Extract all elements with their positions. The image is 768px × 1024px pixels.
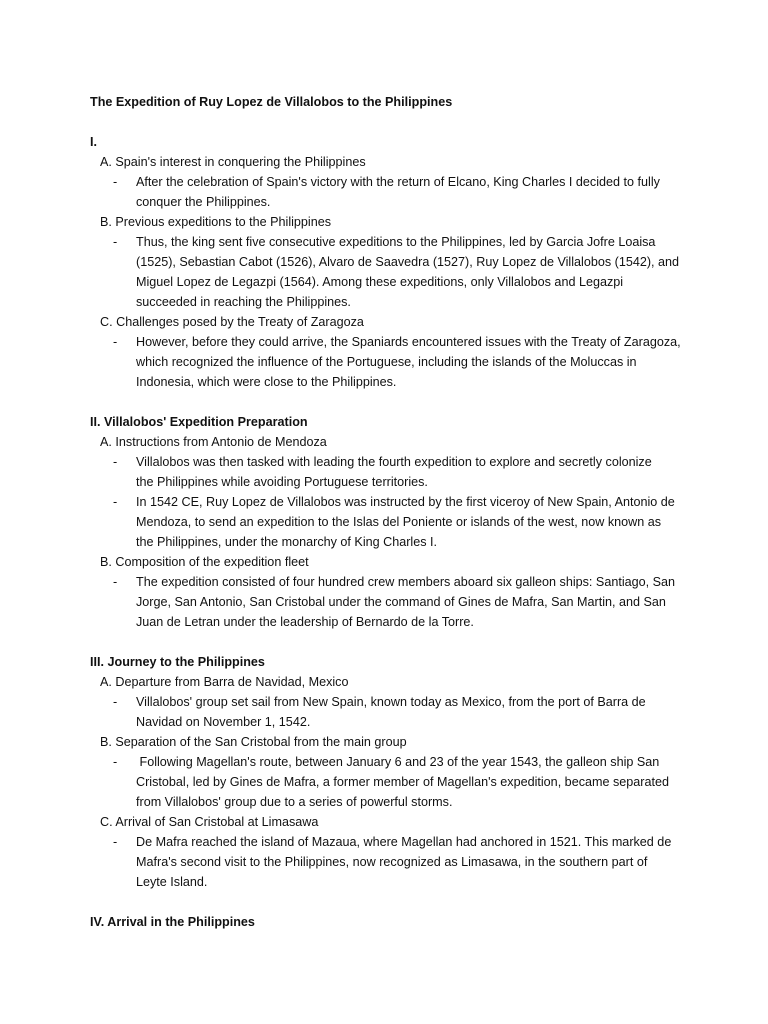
bullet-text-line: De Mafra reached the island of Mazaua, where Magellan had anchored in 1521. This marked de: [136, 835, 672, 849]
section-spacer: [90, 392, 690, 412]
subsection-heading: C. Arrival of San Cristobal at Limasawa: [100, 815, 319, 829]
section-heading: III. Journey to the Philippines: [90, 655, 265, 669]
bullet-text-line: Following Magellan's route, between January 6 and 23 of the year 1543, the galleon ship San: [136, 755, 660, 769]
document-title: The Expedition of Ruy Lopez de Villalobos to the Philippines: [90, 95, 453, 109]
bullet-item: [90, 172, 680, 212]
subsection-heading: C. Challenges posed by the Treaty of Zaragoza: [100, 315, 364, 329]
bullet-item: [90, 232, 680, 312]
bullet-text-line: Thus, the king sent five consecutive expeditions to the Philippines, led by Garcia Jofre Loaisa: [136, 235, 656, 249]
bullet-text-line: the Philippines, under the monarchy of King Charles I.: [136, 535, 438, 549]
dash-bullet-icon: -: [113, 575, 118, 589]
subsection-heading: B. Separation of the San Cristobal from the main group: [100, 735, 407, 749]
section-spacer: [90, 632, 690, 652]
bullet-item: [90, 572, 680, 632]
bullet-text-line: Mafra's second visit to the Philippines, now recognized as Limasawa, in the southern part of: [136, 855, 648, 869]
bullet-text-line: After the celebration of Spain's victory with the return of Elcano, King Charles I decided to fully: [136, 175, 660, 189]
bullet-text-line: (1525), Sebastian Cabot (1526), Alvaro de Saavedra (1527), Ruy Lopez de Villalobos (1542), and: [136, 255, 680, 269]
bullet-text-line: Villalobos was then tasked with leading the fourth expedition to explore and secretly colonize: [136, 455, 652, 469]
bullet-item: [90, 692, 680, 732]
bullet-item: [90, 752, 680, 812]
bullet-item: [90, 332, 680, 392]
bullet-text-line: the Philippines while avoiding Portuguese territories.: [136, 475, 428, 489]
bullet-text-line: The expedition consisted of four hundred crew members aboard six galleon ships: Santiago, San: [136, 575, 676, 589]
bullet-text-line: Navidad on November 1, 1542.: [136, 715, 311, 729]
bullet-item: [90, 492, 680, 552]
subsection-heading: A. Departure from Barra de Navidad, Mexico: [100, 675, 349, 689]
bullet-text-line: which recognized the influence of the Portuguese, including the islands of the Moluccas in: [136, 355, 637, 369]
dash-bullet-icon: -: [113, 835, 118, 849]
section-spacer: [90, 892, 690, 912]
bullet-text-line: Jorge, San Antonio, San Cristobal under the command of Gines de Mafra, San Martin, and San: [136, 595, 666, 609]
bullet-text-line: Juan de Letran under the leadership of Bernardo de la Torre.: [136, 615, 474, 629]
bullet-text-line: Indonesia, which were close to the Philippines.: [136, 375, 397, 389]
subsection-heading: A. Instructions from Antonio de Mendoza: [100, 435, 327, 449]
bullet-text-line: In 1542 CE, Ruy Lopez de Villalobos was instructed by the first viceroy of New Spain, Antonio de: [136, 495, 675, 509]
section-heading: IV. Arrival in the Philippines: [90, 915, 255, 929]
bullet-text-line: Leyte Island.: [136, 875, 208, 889]
dash-bullet-icon: -: [113, 755, 118, 769]
subsection-heading: B. Composition of the expedition fleet: [100, 555, 309, 569]
bullet-text-line: Mendoza, to send an expedition to the Islas del Poniente or islands of the west, now known as: [136, 515, 662, 529]
bullet-text-line: succeeded in reaching the Philippines.: [136, 295, 351, 309]
spacer: [90, 112, 690, 132]
dash-bullet-icon: -: [113, 455, 118, 469]
bullet-text-line: However, before they could arrive, the Spaniards encountered issues with the Treaty of Zaragoza,: [136, 335, 681, 349]
dash-bullet-icon: -: [113, 235, 118, 249]
dash-bullet-icon: -: [113, 335, 118, 349]
bullet-item: [90, 452, 680, 492]
dash-bullet-icon: -: [113, 175, 118, 189]
bullet-text-line: from Villalobos' group due to a series of powerful storms.: [136, 795, 453, 809]
bullet-text-line: conquer the Philippines.: [136, 195, 271, 209]
section-heading: I.: [90, 135, 97, 149]
dash-bullet-icon: -: [113, 495, 118, 509]
bullet-text-line: Cristobal, led by Gines de Mafra, a former member of Magellan's expedition, became separated: [136, 775, 670, 789]
subsection-heading: A. Spain's interest in conquering the Philippines: [100, 155, 366, 169]
document-body: [90, 92, 690, 932]
dash-bullet-icon: -: [113, 695, 118, 709]
bullet-text-line: Miguel Lopez de Legazpi (1564). Among these expeditions, only Villalobos and Legazpi: [136, 275, 624, 289]
section-heading: II. Villalobos' Expedition Preparation: [90, 415, 308, 429]
bullet-item: [90, 832, 680, 892]
bullet-text-line: Villalobos' group set sail from New Spain, known today as Mexico, from the port of Barra de: [136, 695, 646, 709]
subsection-heading: B. Previous expeditions to the Philippines: [100, 215, 332, 229]
